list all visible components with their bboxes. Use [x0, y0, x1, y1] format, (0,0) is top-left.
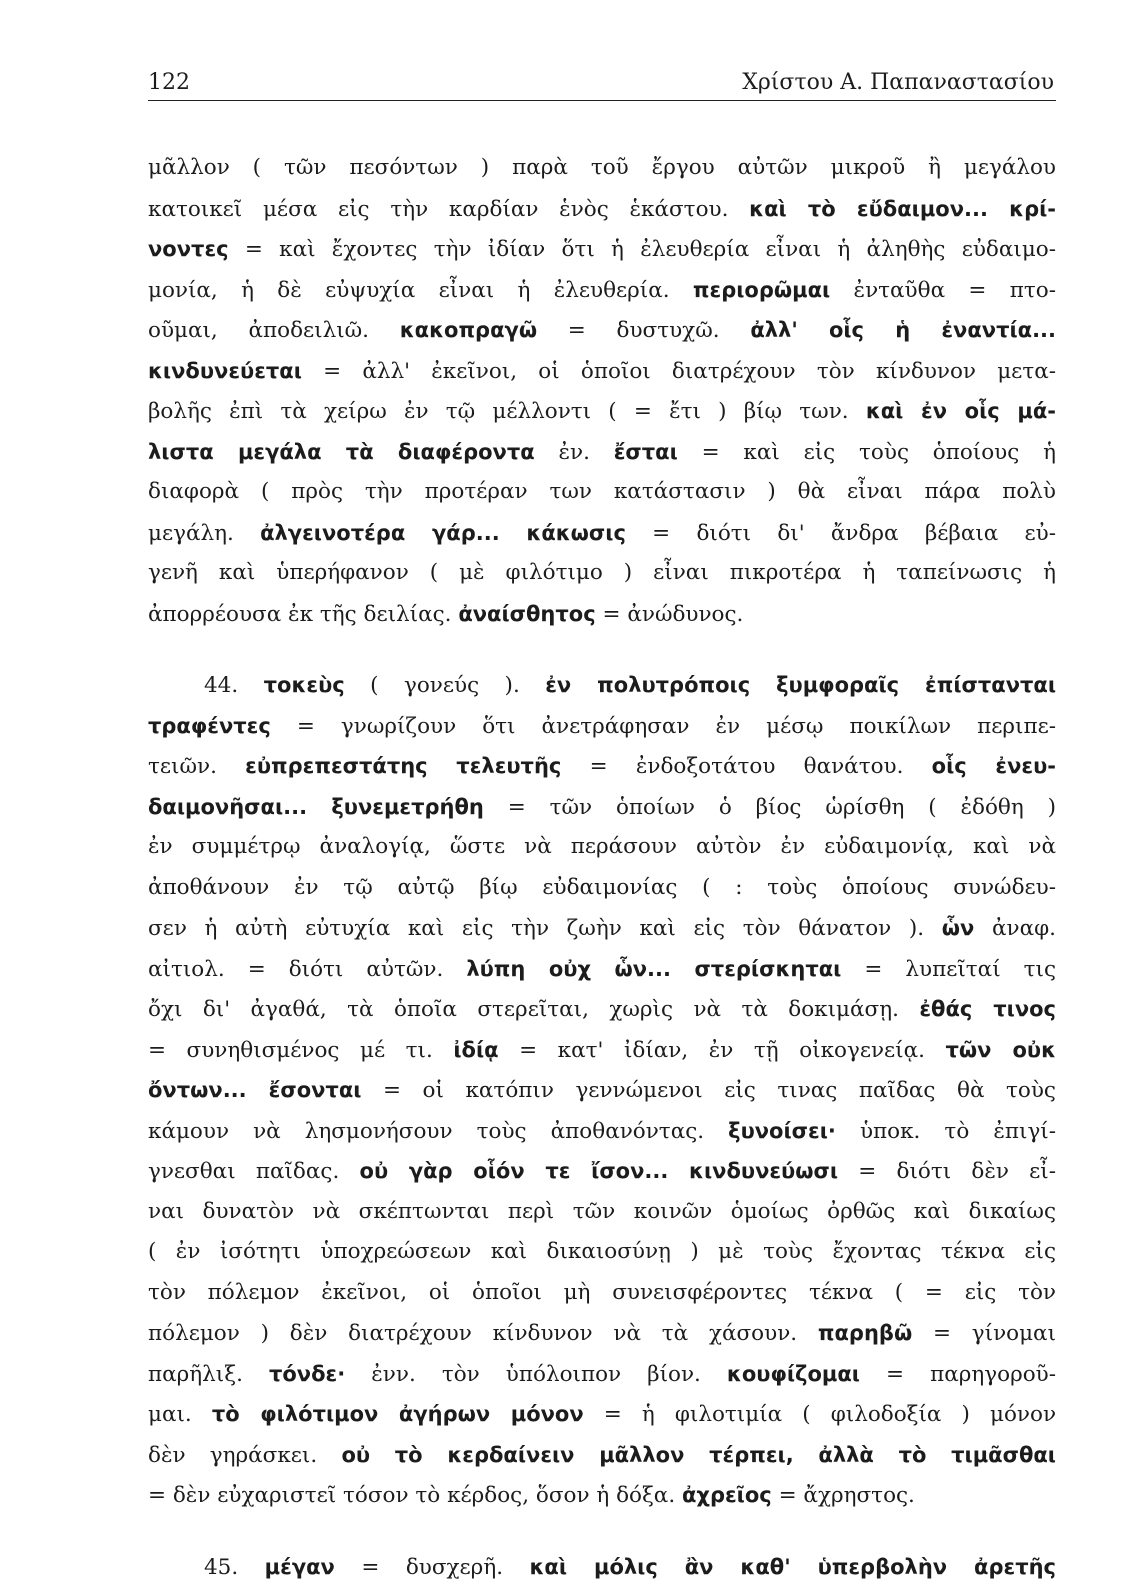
text-run: ἀποθάνουν ἐν τῷ αὐτῷ βίῳ εὐδαιμονίας ( : τοὺς ὁποίους συνώδευ-: [148, 874, 1056, 900]
text-run: = λυπεῖταί τις: [841, 956, 1057, 982]
text-line: [148, 191, 1056, 227]
text-run: = ἐνδοξοτάτου θανάτου.: [561, 754, 932, 779]
text-run: ( ἐν ἰσότητι ὑποχρεώσεων καὶ δικαιοσύνῃ ) μὲ τοὺς ἔχοντας τέκνα εἰς: [148, 1239, 1056, 1264]
text-run: = ἡ φιλοτιμία ( φιλοδοξία ) μόνον: [583, 1402, 1057, 1427]
text-run: κάμουν νὰ λησμονήσουν τοὺς ἀποθανόντας.: [148, 1118, 729, 1144]
text-run: ἐν συμμέτρῳ ἀναλογίᾳ, ὥστε νὰ περάσουν αὐτὸν ἐν εὐδαιμονίᾳ, καὶ νὰ: [148, 834, 1056, 859]
text-line: [148, 1396, 1056, 1432]
text-run: 45.: [204, 1554, 265, 1580]
text-run: = γνωρίζουν ὅτι ἀνετράφησαν ἐν μέσῳ ποικίλων περιπε-: [270, 713, 1056, 739]
text-line: [148, 150, 1056, 186]
text-line: [148, 1437, 1056, 1473]
bold-term: παρηβῶ: [817, 1321, 913, 1345]
text-line: [148, 515, 1056, 551]
text-line: [148, 1275, 1056, 1311]
bold-term: ἔσται: [613, 439, 678, 464]
text-line: [148, 1072, 1056, 1108]
text-run: = δυσχερῆ.: [334, 1554, 530, 1580]
bold-term: κινδυνεύεται: [148, 358, 302, 383]
text-line: [148, 870, 1056, 906]
text-run: = δυστυχῶ.: [537, 318, 751, 343]
text-run: = γίνομαι: [912, 1321, 1056, 1346]
text-line: [148, 1153, 1056, 1189]
text-run: = δὲν εὐχαριστεῖ τόσον τὸ κέρδος, ὅσον ἡ δόξα.: [148, 1483, 682, 1508]
bold-term: ἐθάς τινος: [919, 997, 1056, 1021]
bold-term: νοντες: [148, 237, 229, 261]
bold-term: εὐπρεπεστάτης τελευτῆς: [245, 754, 562, 778]
text-line: [148, 667, 1056, 703]
text-line: [148, 748, 1056, 784]
text-line: [148, 708, 1056, 744]
text-line: [148, 1032, 1056, 1068]
text-line: [148, 434, 1056, 470]
bold-term: ἀχρεῖος: [681, 1483, 772, 1507]
text-run: διαφορὰ ( πρὸς τὴν προτέραν των κατάστασιν ) θὰ εἶναι πάρα πολὺ: [148, 479, 1056, 504]
bold-term: κουφίζομαι: [726, 1361, 860, 1386]
bold-term: οὐ τὸ κερδαίνειν μᾶλλον τέρπει, ἀλλὰ τὸ τιμᾶσθαι: [341, 1442, 1056, 1467]
bold-term: τῶν οὐκ: [945, 1037, 1057, 1062]
text-run: σεν ἡ αὐτὴ εὐτυχία καὶ εἰς τὴν ζωὴν καὶ εἰς τὸν θάνατον ).: [148, 916, 942, 941]
text-run: τειῶν.: [148, 754, 246, 779]
text-run: ὄχι δι' ἀγαθά, τὰ ὁποῖα στερεῖται, χωρὶς νὰ τὰ δοκιμάσῃ.: [148, 997, 920, 1022]
text-line: [148, 829, 1056, 865]
text-run: = καὶ εἰς τοὺς ὁποίους ἡ: [677, 439, 1056, 465]
text-run: = κατ' ἰδίαν, ἐν τῇ οἰκογενείᾳ.: [498, 1037, 946, 1063]
text-run: = ἀλλ' ἐκεῖνοι, οἱ ὁποῖοι διατρέχουν τὸν κίνδυνον μετα-: [301, 358, 1056, 384]
bold-term: ὄντων... ἔσονται: [148, 1078, 362, 1102]
text-line: [148, 312, 1056, 348]
text-line: [148, 910, 1056, 946]
text-run: = παρηγοροῦ-: [859, 1361, 1056, 1387]
bold-term: λιστα μεγάλα τὰ διαφέροντα: [148, 439, 535, 464]
text-line: [148, 991, 1056, 1027]
text-line: [148, 1356, 1056, 1392]
bold-term: ἰδίᾳ: [453, 1037, 499, 1062]
text-run: βολῆς ἐπὶ τὰ χείρω ἐν τῷ μέλλοντι ( = ἔτι ) βίῳ των.: [148, 399, 866, 424]
text-run: μᾶλλον ( τῶν πεσόντων ) παρὰ τοῦ ἔργου αὐτῶν μικροῦ ἢ μεγάλου: [148, 155, 1056, 180]
text-run: ἀναφ.: [974, 916, 1056, 941]
text-run: ( γονεύς ).: [344, 673, 546, 698]
text-line: [148, 1477, 1056, 1513]
text-run: = ἄχρηστος.: [771, 1483, 915, 1508]
bold-term: καὶ μόλις ἂν καθ' ὑπερβολὴν ἀρετῆς: [529, 1554, 1056, 1579]
text-line: [148, 555, 1056, 591]
text-run: = ἀνώδυνος.: [595, 601, 744, 627]
text-run: = καὶ ἔχοντες τὴν ἰδίαν ὅτι ἡ ἐλευθερία εἶναι ἡ ἀληθὴς εὐδαιμο-: [228, 237, 1056, 262]
bold-term: ἀλγεινοτέρα γάρ... κάκωσις: [260, 520, 626, 545]
bold-term: τοκεὺς: [263, 673, 345, 697]
text-line: [148, 596, 1056, 632]
bold-term: ἀναίσθητος: [458, 601, 596, 626]
bold-term: κακοπραγῶ: [399, 318, 538, 342]
text-run: = συνηθισμένος μέ τι.: [148, 1037, 454, 1063]
bold-term: λύπη οὐχ ὧν... στερίσκηται: [466, 956, 842, 981]
text-line: [148, 1234, 1056, 1270]
text-line: [148, 1315, 1056, 1351]
text-line: [148, 1549, 1056, 1585]
bold-term: καὶ ἐν οἷς μά-: [865, 399, 1056, 423]
bold-term: περιορῶμαι: [692, 277, 831, 302]
text-line: [148, 1113, 1056, 1149]
text-run: αἰτιολ. = διότι αὐτῶν.: [148, 956, 467, 982]
text-line: [148, 231, 1056, 267]
text-run: γενῆ καὶ ὑπερήφανον ( μὲ φιλότιμο ) εἶναι πικροτέρα ἡ ταπείνωσις ἡ: [148, 560, 1056, 585]
text-line: [148, 1194, 1056, 1230]
bold-term: ἀλλ' οἷς ἡ ἐναντία...: [750, 318, 1057, 342]
text-line: [148, 393, 1056, 429]
text-run: ἐνταῦθα = πτο-: [830, 277, 1056, 303]
text-run: μονία, ἡ δὲ εὐψυχία εἶναι ἡ ἐλευθερία.: [148, 277, 693, 303]
bold-term: ξυνοίσει·: [728, 1118, 836, 1143]
text-run: ἐν.: [534, 439, 614, 465]
page-header: [148, 66, 1056, 101]
bold-term: δαιμονῆσαι... ξυνεμετρήθη: [148, 794, 484, 819]
page-number: 122: [148, 70, 190, 95]
bold-term: τὸ φιλότιμον ἀγήρων μόνον: [211, 1402, 584, 1426]
text-run: δὲν γηράσκει.: [148, 1442, 342, 1468]
text-run: γνεσθαι παῖδας.: [148, 1159, 360, 1184]
bold-term: οὐ γὰρ οἷόν τε ἴσον... κινδυνεύωσι: [359, 1159, 839, 1183]
text-run: = διότι δι' ἄνδρα βέβαια εὐ-: [625, 520, 1057, 546]
bold-term: μέγαν: [264, 1554, 335, 1579]
bold-term: τραφέντες: [148, 713, 271, 738]
bold-term: ὧν: [941, 916, 975, 940]
text-run: οῦμαι, ἀποδειλιῶ.: [148, 318, 400, 343]
text-line: [148, 474, 1056, 510]
bold-term: καὶ τὸ εὔδαιμον... κρί-: [749, 196, 1056, 221]
bold-term: οἷς ἐνευ-: [931, 754, 1057, 778]
running-title: Χρίστου Α. Παπαναστασίου: [742, 70, 1054, 95]
text-run: μεγάλη.: [148, 520, 261, 546]
text-line: [148, 789, 1056, 825]
text-run: = οἱ κατόπιν γεννώμενοι εἰς τινας παῖδας θὰ τοὺς: [361, 1078, 1056, 1103]
text-run: παρῆλιξ.: [148, 1361, 269, 1387]
text-line: [148, 272, 1056, 308]
text-run: ναι δυνατὸν νὰ σκέπτωνται περὶ τῶν κοινῶν ὁμοίως ὀρθῶς καὶ δικαίως: [148, 1198, 1056, 1224]
text-run: = διότι δὲν εἶ-: [838, 1159, 1056, 1184]
text-line: [148, 951, 1056, 987]
bold-term: τόνδε·: [268, 1361, 346, 1386]
text-run: κατοικεῖ μέσα εἰς τὴν καρδίαν ἑνὸς ἑκάστου.: [148, 196, 750, 222]
text-run: ἀπορρέουσα ἐκ τῆς δειλίας.: [148, 601, 459, 627]
text-run: πόλεμον ) δὲν διατρέχουν κίνδυνον νὰ τὰ χάσουν.: [148, 1321, 818, 1346]
text-line: [148, 353, 1056, 389]
text-run: μαι.: [148, 1402, 212, 1427]
text-run: ἐνν. τὸν ὑπόλοιπον βίον.: [345, 1361, 727, 1387]
text-run: τὸν πόλεμον ἐκεῖνοι, οἱ ὁποῖοι μὴ συνεισφέροντες τέκνα ( = εἰς τὸν: [148, 1279, 1056, 1305]
text-run: 44.: [204, 673, 264, 698]
bold-term: ἐν πολυτρόποις ξυμφοραῖς ἐπίστανται: [545, 673, 1057, 697]
text-run: ὑποκ. τὸ ἐπιγί-: [835, 1118, 1056, 1144]
text-run: = τῶν ὁποίων ὁ βίος ὡρίσθη ( ἐδόθη ): [483, 794, 1056, 820]
